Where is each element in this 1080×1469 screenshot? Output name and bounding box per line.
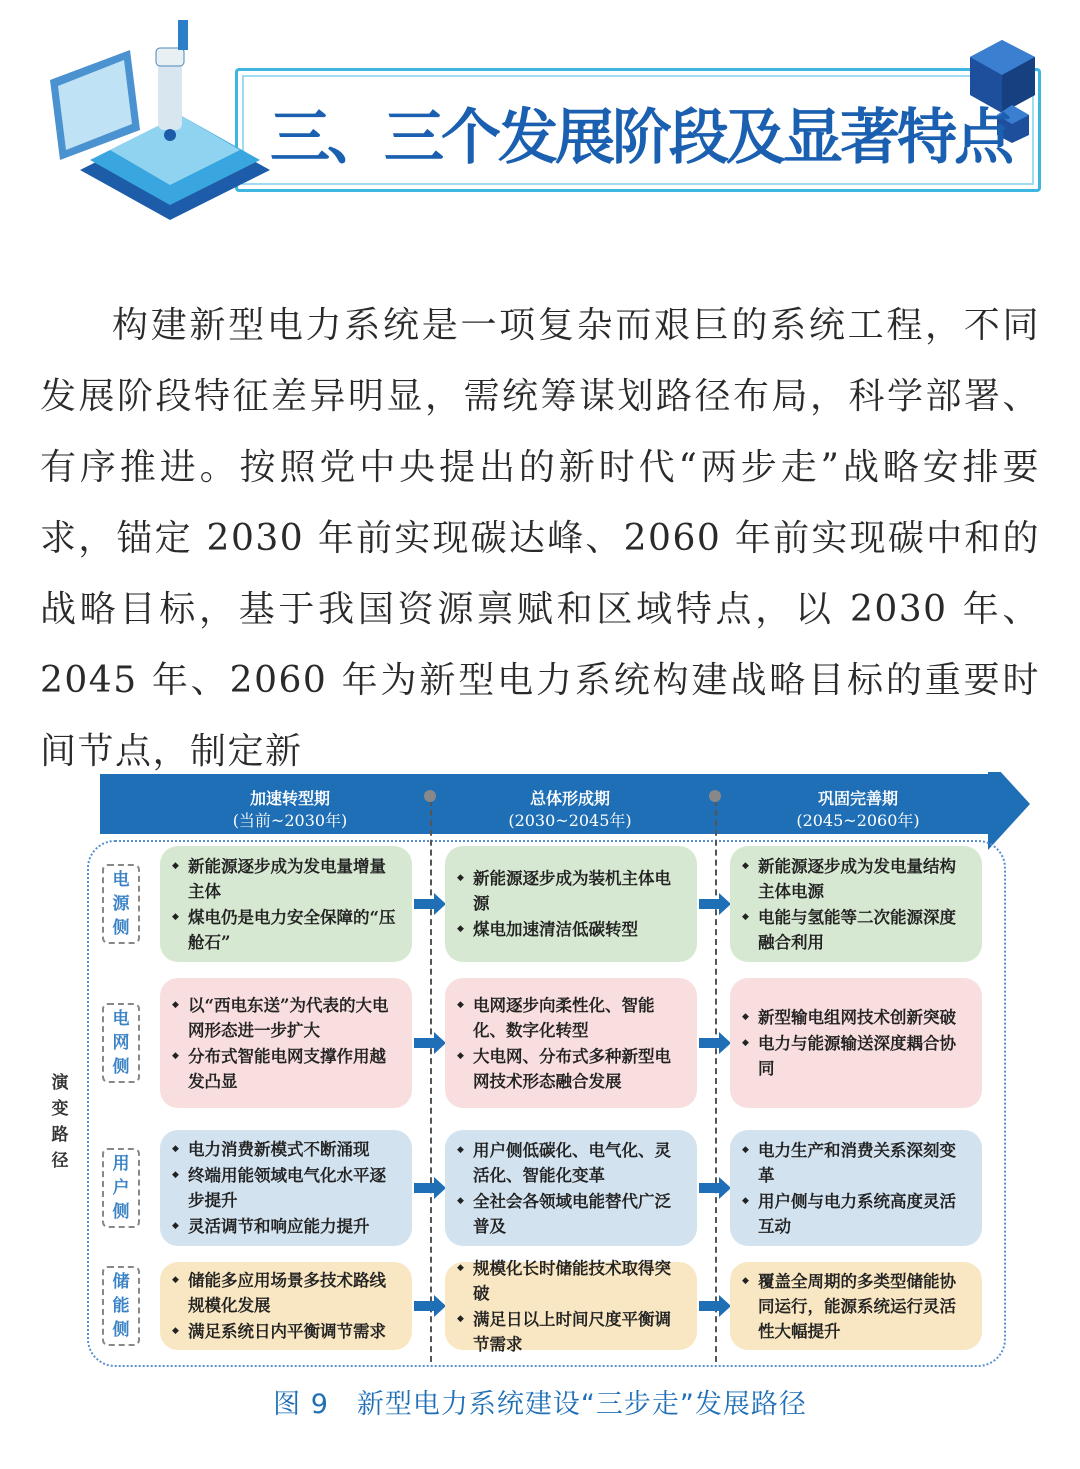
stage-box xyxy=(160,1130,412,1246)
phase-1-range: (当前~2030年) xyxy=(232,811,348,830)
bullet-item: ◆ 规模化长时储能技术取得突破 xyxy=(457,1256,687,1306)
stage-bullet-list xyxy=(172,1136,402,1240)
bullet-item: ◆ 以“西电东送”为代表的大电网形态进一步扩大 xyxy=(172,993,402,1043)
phase-2-title: 总体形成期 xyxy=(529,789,610,808)
stage-box xyxy=(730,978,982,1108)
stage-bullet-list xyxy=(457,865,687,943)
bullet-item: ◆ 用户侧与电力系统高度灵活互动 xyxy=(742,1189,972,1239)
bullet-item: ◆ 大电网、分布式多种新型电网技术形态融合发展 xyxy=(457,1044,687,1094)
phase-3 xyxy=(728,788,988,832)
phase-1 xyxy=(160,788,420,832)
stage-box xyxy=(730,846,982,962)
stage-box xyxy=(160,1262,412,1350)
robot-platform-illustration-icon xyxy=(40,20,300,220)
stage-bullet-list xyxy=(172,853,402,956)
bullet-item: ◆ 新能源逐步成为装机主体电源 xyxy=(457,866,687,916)
bullet-item: ◆ 终端用能领域电气化水平逐步提升 xyxy=(172,1163,402,1213)
figure-caption: 图 9 新型电力系统建设“三步走”发展路径 xyxy=(273,1389,807,1420)
right-arrow-icon xyxy=(699,1032,731,1054)
stage-box xyxy=(445,978,697,1108)
side-label-2: 电 网 侧 xyxy=(102,1003,140,1083)
stage-box xyxy=(730,1130,982,1246)
right-arrow-icon xyxy=(699,1295,731,1317)
phase-3-title: 巩固完善期 xyxy=(817,789,898,808)
phase-2 xyxy=(440,788,700,832)
right-arrow-icon xyxy=(414,1295,446,1317)
stage-bullet-list xyxy=(742,1137,972,1240)
bullet-item: ◆ 电力消费新模式不断涌现 xyxy=(172,1137,402,1162)
phase-2-range: (2030~2045年) xyxy=(508,811,632,830)
bullet-item: ◆ 满足系统日内平衡调节需求 xyxy=(172,1319,402,1344)
right-arrow-icon xyxy=(699,1177,731,1199)
side-label-1: 电 源 侧 xyxy=(102,864,140,944)
figure-development-path xyxy=(40,760,1040,1420)
stage-box xyxy=(445,1130,697,1246)
bullet-item: ◆ 电力生产和消费关系深刻变革 xyxy=(742,1138,972,1188)
bullet-item: ◆ 电力与能源输送深度耦合协同 xyxy=(742,1031,972,1081)
side-label-3: 用 户 侧 xyxy=(102,1148,140,1228)
stage-box xyxy=(445,846,697,962)
bullet-item: ◆ 全社会各领域电能替代广泛普及 xyxy=(457,1189,687,1239)
stage-box xyxy=(160,978,412,1108)
section-header-banner xyxy=(0,0,1080,230)
right-arrow-icon xyxy=(414,1032,446,1054)
phase-divider xyxy=(430,800,432,1362)
right-arrow-icon xyxy=(699,893,731,915)
bullet-item: ◆ 新能源逐步成为发电量结构主体电源 xyxy=(742,854,972,904)
stage-bullet-list xyxy=(742,1268,972,1345)
stage-bullet-list xyxy=(457,992,687,1095)
bullet-item: ◆ 灵活调节和响应能力提升 xyxy=(172,1214,402,1239)
stage-box xyxy=(445,1258,697,1354)
bullet-item: ◆ 分布式智能电网支撑作用越发凸显 xyxy=(172,1044,402,1094)
stage-bullet-list xyxy=(457,1255,687,1358)
stage-bullet-list xyxy=(172,992,402,1095)
bullet-item: ◆ 煤电仍是电力安全保障的“压舱石” xyxy=(172,905,402,955)
bullet-item: ◆ 新型输电组网技术创新突破 xyxy=(742,1005,972,1030)
stage-bullet-list xyxy=(457,1137,687,1240)
timeline-arrow xyxy=(100,772,1030,834)
body-paragraph xyxy=(40,290,1040,787)
stage-bullet-list xyxy=(742,1004,972,1082)
timeline-pin xyxy=(424,790,436,802)
stage-bullet-list xyxy=(172,1267,402,1345)
phase-1-title: 加速转型期 xyxy=(249,789,330,808)
stage-bullet-list xyxy=(742,853,972,956)
bullet-item: ◆ 电网逐步向柔性化、智能化、数字化转型 xyxy=(457,993,687,1043)
timeline-pin xyxy=(709,790,721,802)
bullet-item: ◆ 覆盖全周期的多类型储能协同运行，能源系统运行灵活性大幅提升 xyxy=(742,1269,972,1344)
bullet-item: ◆ 煤电加速清洁低碳转型 xyxy=(457,917,687,942)
phase-divider xyxy=(715,800,717,1362)
bullet-item: ◆ 储能多应用场景多技术路线规模化发展 xyxy=(172,1268,402,1318)
right-arrow-icon xyxy=(414,893,446,915)
body-text: 构建新型电力系统是一项复杂而艰巨的系统工程，不同发展阶段特征差异明显，需统筹谋划路径布局，科学部署、有序推进。按照党中央提出的新时代“两步走”战略安排要求，锚定 2030 年前实现碳达峰、2060 年前实现碳中和的战略目标，基于我国资源禀赋和区域特点，以 2030 年、2045 年、2060 年为新型电力系统构建战略目标的重要时间节点，制定新 xyxy=(40,305,1040,772)
bullet-item: ◆ 新能源逐步成为发电量增量主体 xyxy=(172,854,402,904)
side-label-4: 储 能 侧 xyxy=(102,1266,140,1346)
bullet-item: ◆ 用户侧低碳化、电气化、灵活化、智能化变革 xyxy=(457,1138,687,1188)
stage-box xyxy=(730,1262,982,1350)
section-title: 三、三个发展阶段及显著特点 xyxy=(270,103,1011,173)
bullet-item: ◆ 满足日以上时间尺度平衡调节需求 xyxy=(457,1307,687,1357)
stage-box xyxy=(160,846,412,962)
bullet-item: ◆ 电能与氢能等二次能源深度融合利用 xyxy=(742,905,972,955)
evolution-path-label: 演变路径 xyxy=(51,1073,69,1171)
phase-3-range: (2045~2060年) xyxy=(796,811,920,830)
right-arrow-icon xyxy=(414,1177,446,1199)
